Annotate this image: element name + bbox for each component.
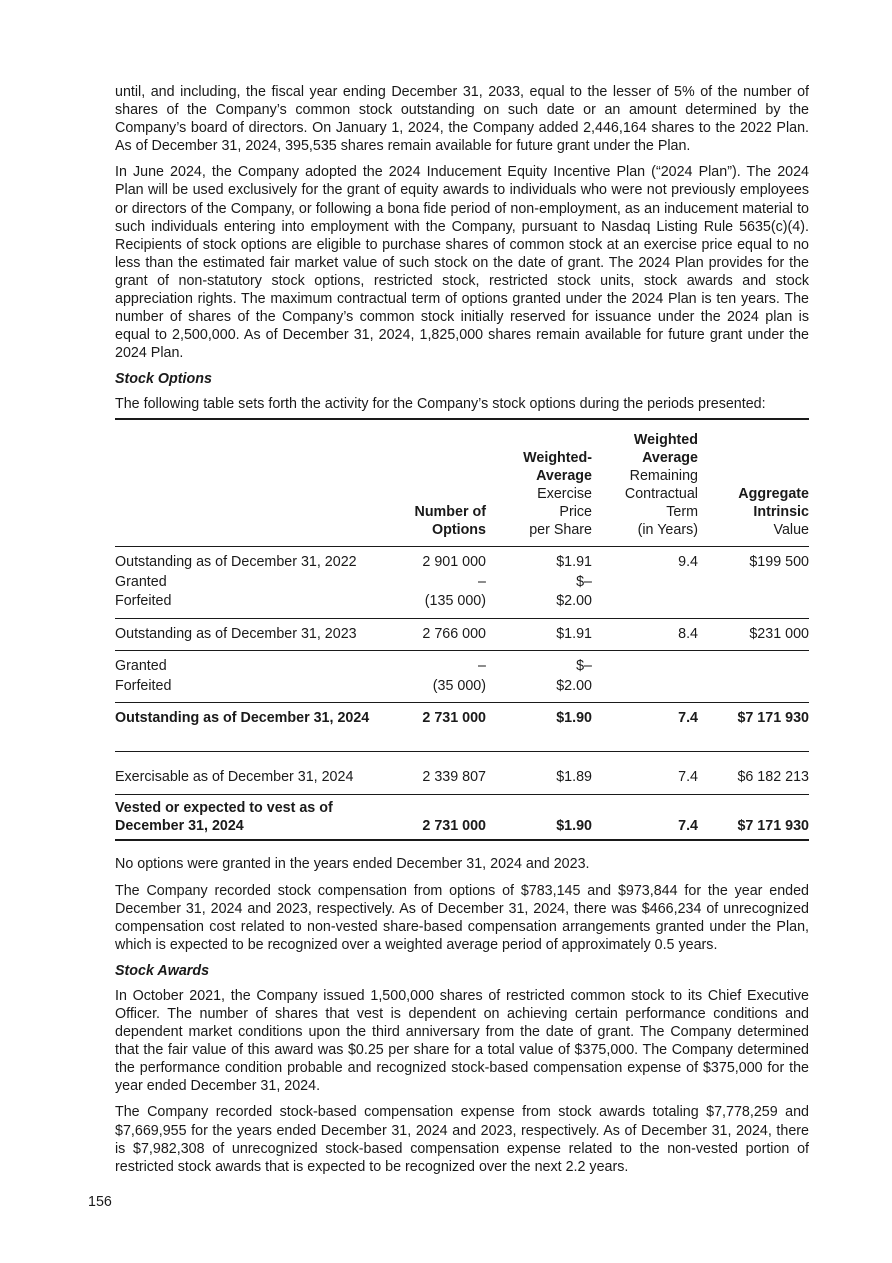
- table-header-row: [115, 431, 809, 547]
- table-row-exercisable: Exercisable as of December 31, 2024 2 339 807 $1.89 7.4 $6 182 213: [115, 751, 809, 795]
- table-row-forfeited: Forfeited (135 000) $2.00: [115, 592, 809, 618]
- header-intrinsic-value: Aggregate Intrinsic Value: [698, 431, 809, 547]
- stock-options-heading: Stock Options: [115, 371, 212, 388]
- header-remaining-term: Weighted Average Remaining Contractual Term (in Years): [592, 431, 698, 547]
- stock-awards-heading: Stock Awards: [115, 962, 210, 979]
- paragraph-plan-2022: until, and including, the fiscal year ending December 31, 2033, equal to the lesser of 5% of the number of shares of the Company’s common stock outstanding on such date or an amount determined by the Company’s board of directors. On January 1, 2024, the Company added 2,446,164 shares to the 2022 Plan. As of December 31, 2024, 395,535 shares remain available for future grant under the Plan.: [115, 84, 809, 155]
- table-row-granted: Granted – $–: [115, 573, 592, 590]
- table-row-outstanding-2022: Outstanding as of December 31, 2022 2 901 000 $1.91 9.4 $199 500: [115, 554, 809, 571]
- table-row-vested: Vested or expected to vest as of December 31, 2024 2 731 000 $1.90 7.4 $7 171 930: [115, 795, 809, 841]
- table-row-outstanding-2023: Outstanding as of December 31, 2023 2 766 000 $1.91 8.4 $231 000: [115, 618, 809, 651]
- header-empty: [115, 431, 407, 547]
- paragraph-restricted-stock-grant: In October 2021, the Company issued 1,500,000 shares of restricted common stock to its Chief Executive Officer. The number of shares that vest is dependent on achieving certain performance conditions and dependent market conditions upon the third anniversary from the date of grant. The Company determined that the fair value of this award was $0.25 per share for a total value of $375,000. The Company determined the performance condition probable and recognized stock-based compensation expense of $375,000 for the year ended December 31, 2024.: [115, 987, 809, 1095]
- paragraph-option-compensation: The Company recorded stock compensation from options of $783,145 and $973,844 for the year ended December 31, 2024 and 2023, respectively. As of December 31, 2024, there was $466,234 of unrecognized compensation cost related to non-vested share-based compensation arrangements granted under the Plan, which is expected to be recognized over a weighted average period of approximately 0.5 years.: [115, 882, 809, 953]
- stock-options-table: [115, 418, 809, 841]
- document-page: [115, 83, 809, 1184]
- table-spacer-row: [115, 729, 809, 752]
- paragraph-award-compensation: The Company recorded stock-based compensation expense from stock awards totaling $7,778,259 and $7,669,955 for the years ended December 31, 2024 and 2023, respectively. As of December 31, 2024, there is $7,982,308 of unrecognized stock-based compensation expense related to the non-vested portion of restricted stock awards that is expected to be recognized over the next 2.2 years.: [115, 1104, 809, 1175]
- table-row-outstanding-2024: Outstanding as of December 31, 2024 2 731 000 $1.90 7.4 $7 171 930: [115, 710, 809, 727]
- table-row-forfeited: Forfeited (35 000) $2.00: [115, 677, 809, 703]
- table-row-granted: Granted – $–: [115, 658, 592, 675]
- paragraph-no-options-granted: No options were granted in the years ended December 31, 2024 and 2023.: [115, 856, 590, 873]
- paragraph-plan-2024: In June 2024, the Company adopted the 2024 Inducement Equity Incentive Plan (“2024 Plan”). The 2024 Plan will be used exclusively for the grant of equity awards to individuals who were not previously employees or directors of the Company, or following a bona fide period of non-employment, as an inducement material to such individuals entering into employment with the Company, pursuant to Nasdaq Listing Rule 5635(c)(4). Recipients of stock options are eligible to purchase shares of common stock at an exercise price equal to no less than the estimated fair market value of such stock on the date of grant. The 2024 Plan provides for the grant of non-statutory stock options, restricted stock, restricted stock units, stock awards and stock appreciation rights. The maximum contractual term of options granted under the 2024 Plan is ten years. The number of shares of the Company’s common stock initially reserved for issuance under the 2024 plan is equal to 2,500,000. As of December 31, 2024, 1,825,000 shares remain available for future grant under the 2024 Plan.: [115, 164, 809, 362]
- header-number-of-options: Number of Options: [407, 431, 486, 547]
- page-number: 156: [88, 1194, 112, 1210]
- header-exercise-price: Weighted- Average Exercise Price per Share: [486, 431, 592, 547]
- stock-options-intro: The following table sets forth the activity for the Company’s stock options during the periods presented:: [115, 396, 766, 413]
